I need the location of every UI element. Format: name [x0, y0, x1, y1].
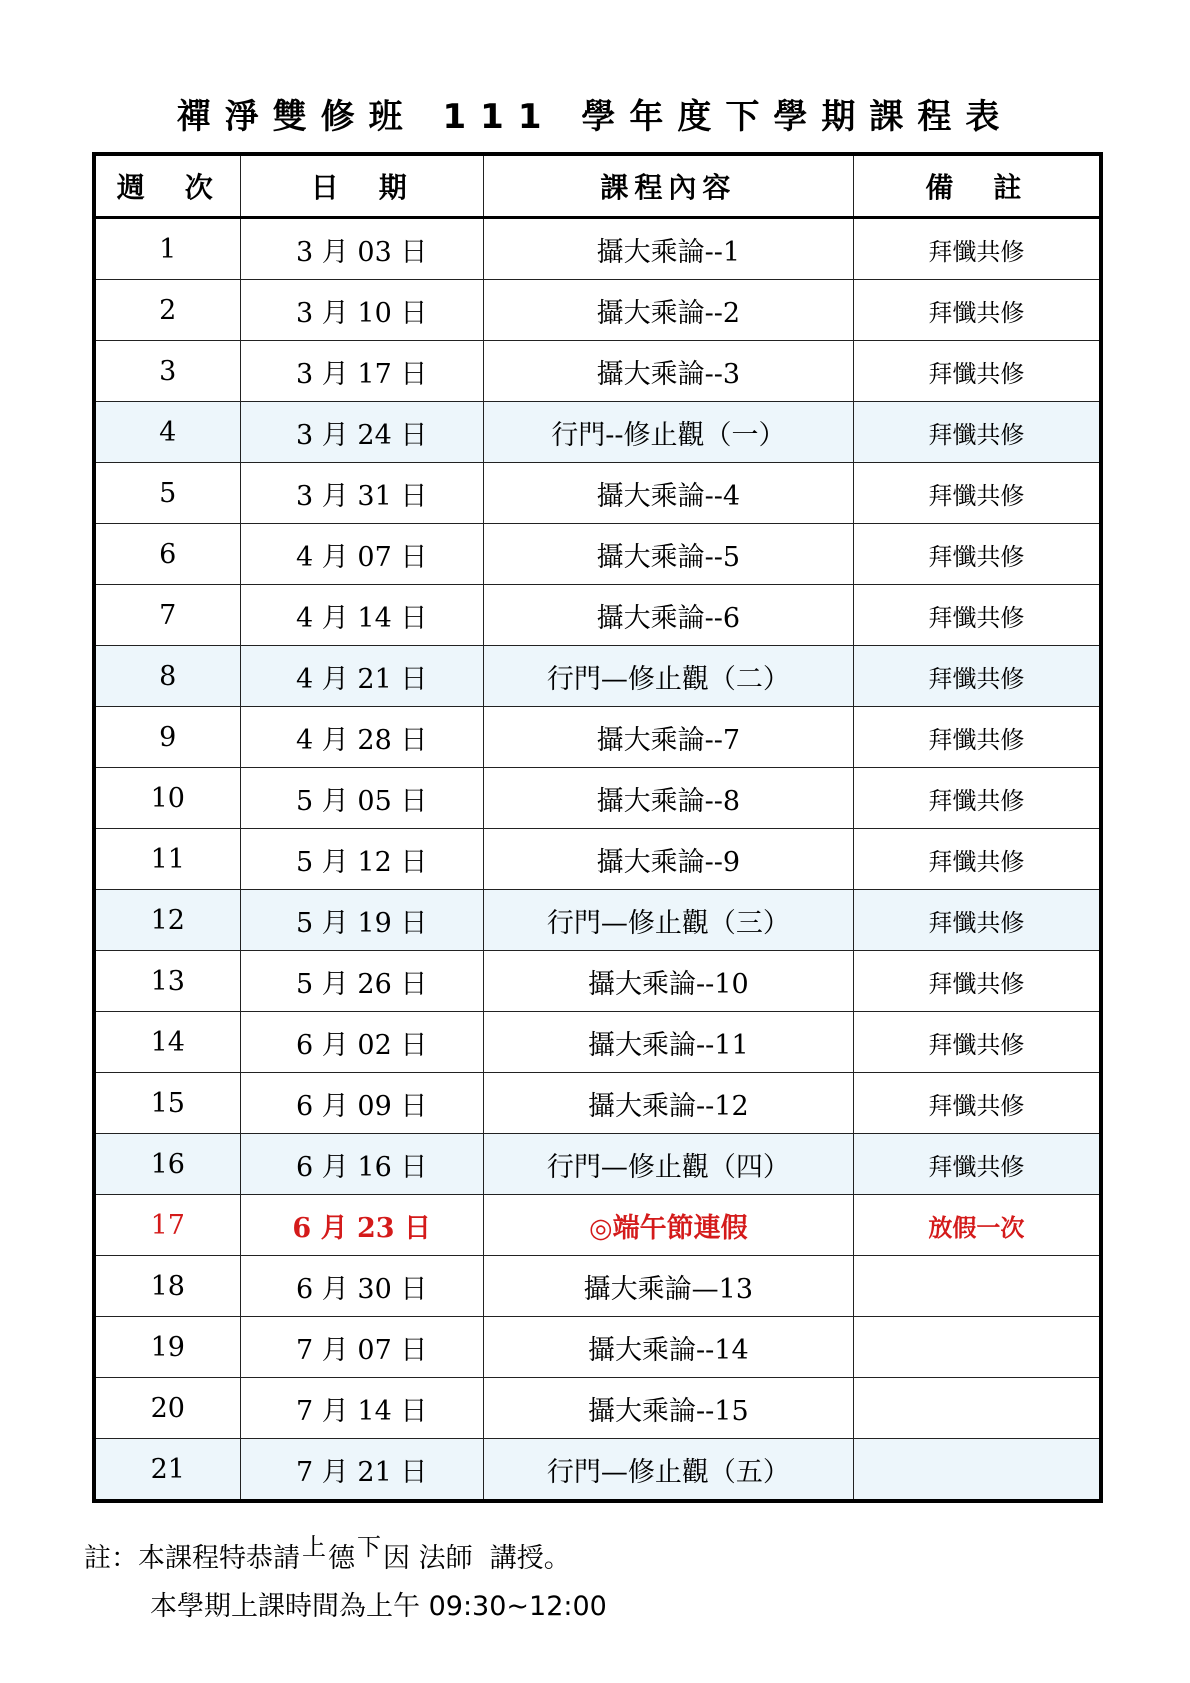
- date-cell: 3 月 31 日: [240, 463, 483, 524]
- week-cell: 14: [94, 1012, 240, 1073]
- date-cell: 3 月 10 日: [240, 280, 483, 341]
- table-row: [94, 829, 1101, 890]
- course-content-cell: 行門—修止觀（三）: [483, 890, 853, 951]
- table-row: [94, 951, 1101, 1012]
- week-cell: 13: [94, 951, 240, 1012]
- course-content-cell: 攝大乘論--10: [483, 951, 853, 1012]
- table-row: [94, 1256, 1101, 1317]
- table-row: [94, 585, 1101, 646]
- table-row: [94, 1439, 1101, 1502]
- footnote-suffix: 講授。: [489, 1543, 571, 1574]
- course-content-cell: 行門--修止觀（一）: [483, 402, 853, 463]
- course-content-cell: 攝大乘論—13: [483, 1256, 853, 1317]
- course-content-cell: 行門—修止觀（二）: [483, 646, 853, 707]
- footnote-line-2: 本學期上課時間為上午 09:30~12:00: [150, 1591, 607, 1622]
- date-cell: 7 月 07 日: [240, 1317, 483, 1378]
- note-cell: 拜懺共修: [853, 707, 1101, 768]
- table-row: [94, 1012, 1101, 1073]
- week-cell: 10: [94, 768, 240, 829]
- week-cell: 3: [94, 341, 240, 402]
- table-row: [94, 1195, 1101, 1256]
- note-cell: 拜懺共修: [853, 1134, 1101, 1195]
- table-row: [94, 218, 1101, 280]
- table-header-row: [94, 154, 1101, 218]
- week-cell: 21: [94, 1439, 240, 1502]
- table-row: [94, 1378, 1101, 1439]
- table-row: [94, 1317, 1101, 1378]
- week-cell: 20: [94, 1378, 240, 1439]
- table-row: [94, 463, 1101, 524]
- note-cell: 拜懺共修: [853, 829, 1101, 890]
- note-cell: [853, 1378, 1101, 1439]
- note-cell: [853, 1256, 1101, 1317]
- course-content-cell: 攝大乘論--15: [483, 1378, 853, 1439]
- date-cell: 5 月 26 日: [240, 951, 483, 1012]
- note-cell: 拜懺共修: [853, 341, 1101, 402]
- note-cell: [853, 1439, 1101, 1502]
- teacher-name-part-1: 德: [328, 1543, 355, 1574]
- note-cell: 拜懺共修: [853, 280, 1101, 341]
- page-title: 禪淨雙修班 111 學年度下學期課程表: [176, 97, 1014, 137]
- honorific-lower: 下: [357, 1533, 381, 1561]
- teacher-name-part-2: 因 法師: [383, 1543, 473, 1574]
- week-cell: 19: [94, 1317, 240, 1378]
- date-cell: 5 月 05 日: [240, 768, 483, 829]
- header-week: 週 次: [94, 154, 240, 218]
- date-cell: 4 月 07 日: [240, 524, 483, 585]
- date-cell: 3 月 17 日: [240, 341, 483, 402]
- date-cell: 7 月 14 日: [240, 1378, 483, 1439]
- course-content-cell: 攝大乘論--6: [483, 585, 853, 646]
- course-content-cell: 攝大乘論--5: [483, 524, 853, 585]
- week-cell: 8: [94, 646, 240, 707]
- course-content-cell: 攝大乘論--14: [483, 1317, 853, 1378]
- date-cell: 4 月 14 日: [240, 585, 483, 646]
- course-schedule-table: [92, 152, 1103, 1503]
- course-content-cell: 攝大乘論--11: [483, 1012, 853, 1073]
- week-cell: 17: [94, 1195, 240, 1256]
- footnote: [84, 1535, 607, 1631]
- week-cell: 16: [94, 1134, 240, 1195]
- table-row: [94, 707, 1101, 768]
- course-content-cell: 攝大乘論--8: [483, 768, 853, 829]
- course-content-cell: ◎端午節連假: [483, 1195, 853, 1256]
- note-cell: [853, 1317, 1101, 1378]
- note-cell: 拜懺共修: [853, 463, 1101, 524]
- week-cell: 15: [94, 1073, 240, 1134]
- date-cell: 6 月 30 日: [240, 1256, 483, 1317]
- table-row: [94, 402, 1101, 463]
- course-content-cell: 行門—修止觀（五）: [483, 1439, 853, 1502]
- week-cell: 6: [94, 524, 240, 585]
- course-content-cell: 攝大乘論--7: [483, 707, 853, 768]
- date-cell: 6 月 16 日: [240, 1134, 483, 1195]
- week-cell: 11: [94, 829, 240, 890]
- note-cell: 拜懺共修: [853, 951, 1101, 1012]
- week-cell: 9: [94, 707, 240, 768]
- note-cell: 拜懺共修: [853, 585, 1101, 646]
- note-cell: 拜懺共修: [853, 218, 1101, 280]
- table-body: [94, 218, 1101, 1502]
- week-cell: 4: [94, 402, 240, 463]
- course-content-cell: 攝大乘論--9: [483, 829, 853, 890]
- table-row: [94, 768, 1101, 829]
- table-row: [94, 1073, 1101, 1134]
- table-row: [94, 646, 1101, 707]
- note-cell: 拜懺共修: [853, 402, 1101, 463]
- table-row: [94, 524, 1101, 585]
- table-row: [94, 890, 1101, 951]
- footnote-line-1: [84, 1535, 607, 1583]
- week-cell: 1: [94, 218, 240, 280]
- table-row: [94, 280, 1101, 341]
- table-row: [94, 341, 1101, 402]
- honorific-upper: 上: [302, 1533, 326, 1561]
- date-cell: 6 月 23 日: [240, 1195, 483, 1256]
- note-cell: 拜懺共修: [853, 646, 1101, 707]
- date-cell: 6 月 02 日: [240, 1012, 483, 1073]
- week-cell: 2: [94, 280, 240, 341]
- header-date: 日 期: [240, 154, 483, 218]
- course-content-cell: 行門—修止觀（四）: [483, 1134, 853, 1195]
- note-cell: 放假一次: [853, 1195, 1101, 1256]
- note-cell: 拜懺共修: [853, 890, 1101, 951]
- date-cell: 5 月 19 日: [240, 890, 483, 951]
- course-content-cell: 攝大乘論--4: [483, 463, 853, 524]
- note-cell: 拜懺共修: [853, 768, 1101, 829]
- header-note: 備 註: [853, 154, 1101, 218]
- note-cell: 拜懺共修: [853, 1073, 1101, 1134]
- note-cell: 拜懺共修: [853, 1012, 1101, 1073]
- course-content-cell: 攝大乘論--1: [483, 218, 853, 280]
- week-cell: 12: [94, 890, 240, 951]
- week-cell: 7: [94, 585, 240, 646]
- week-cell: 5: [94, 463, 240, 524]
- course-content-cell: 攝大乘論--2: [483, 280, 853, 341]
- header-content: 課程內容: [483, 154, 853, 218]
- date-cell: 4 月 21 日: [240, 646, 483, 707]
- date-cell: 3 月 24 日: [240, 402, 483, 463]
- date-cell: 3 月 03 日: [240, 218, 483, 280]
- footnote-prefix: 註：本課程特恭請: [84, 1543, 300, 1574]
- note-cell: 拜懺共修: [853, 524, 1101, 585]
- date-cell: 5 月 12 日: [240, 829, 483, 890]
- date-cell: 4 月 28 日: [240, 707, 483, 768]
- table-row: [94, 1134, 1101, 1195]
- course-content-cell: 攝大乘論--12: [483, 1073, 853, 1134]
- date-cell: 7 月 21 日: [240, 1439, 483, 1502]
- week-cell: 18: [94, 1256, 240, 1317]
- date-cell: 6 月 09 日: [240, 1073, 483, 1134]
- course-content-cell: 攝大乘論--3: [483, 341, 853, 402]
